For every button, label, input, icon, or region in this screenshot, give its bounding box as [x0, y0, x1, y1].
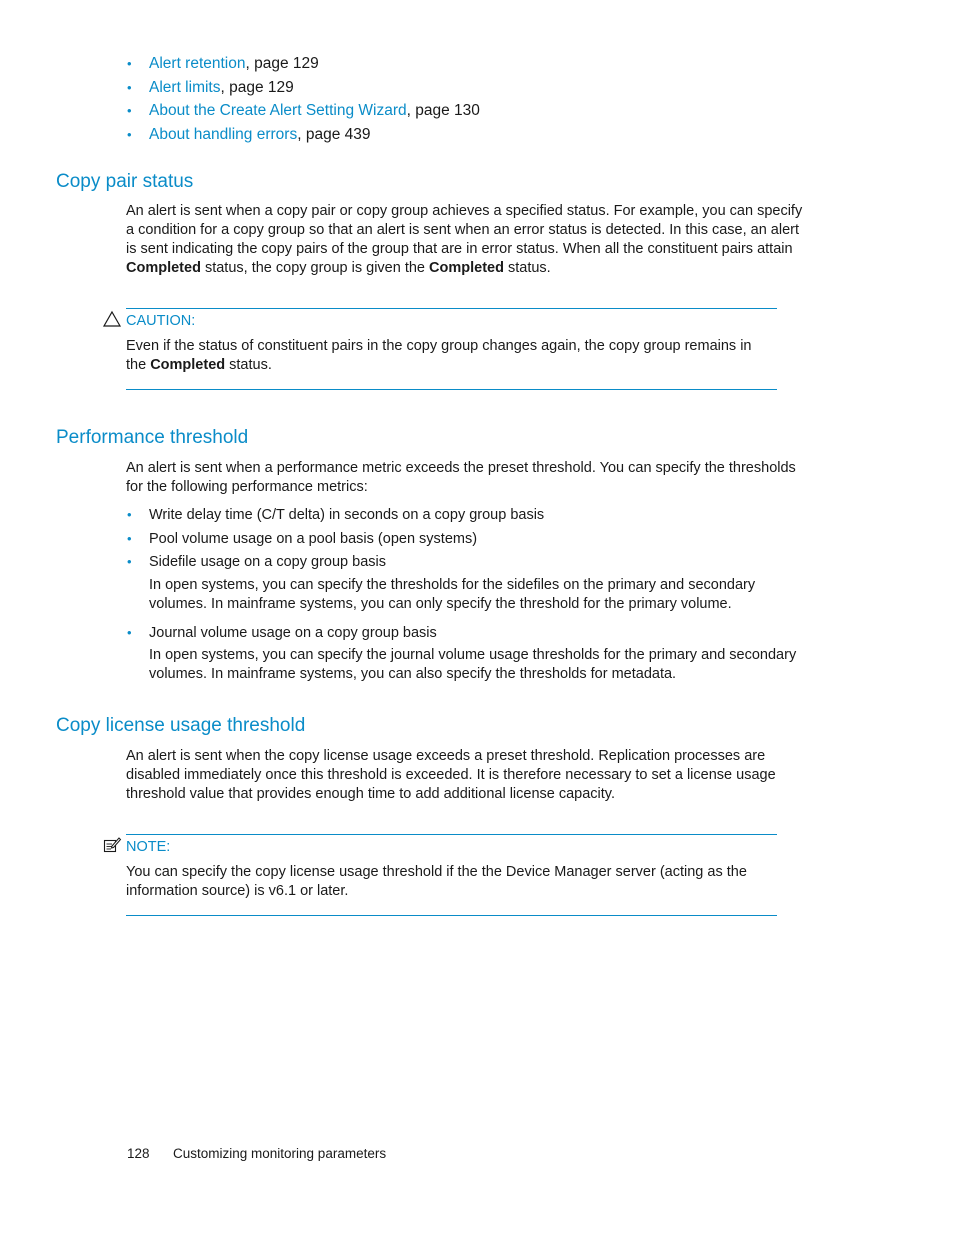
text-segment: Even if the status of constituent pairs in the copy group changes again, the copy group remains in the — [126, 338, 752, 373]
related-links-list — [127, 53, 827, 147]
text-segment: status, the copy group is given the — [200, 260, 430, 276]
bullet-icon: • — [127, 530, 132, 546]
note-label: NOTE: — [126, 839, 171, 855]
link-handling-errors[interactable]: About handling errors — [149, 125, 298, 143]
heading-copy-pair-status: Copy pair status — [56, 171, 194, 192]
related-link-item — [127, 77, 827, 101]
copy-pair-status-paragraph — [126, 202, 806, 278]
note-text: You can specify the copy license usage threshold if the the Device Manager server (acting as the information source) is v6.1 or later. — [126, 864, 747, 899]
related-link-item — [127, 124, 827, 148]
caution-triangle-icon — [102, 309, 122, 329]
footer-chapter-title: Customizing monitoring parameters — [173, 1146, 387, 1161]
bullet-icon: • — [127, 126, 132, 142]
bullet-icon: • — [127, 507, 132, 522]
bullet-icon: • — [127, 554, 132, 569]
related-link-item — [127, 100, 827, 124]
metric-journal-volume: Journal volume usage on a copy group basis — [149, 624, 437, 641]
bold-completed: Completed — [429, 260, 504, 276]
link-alert-retention[interactable]: Alert retention — [149, 55, 246, 72]
performance-threshold-intro: An alert is sent when a performance metric exceeds the preset threshold. You can specify the thresholds for the following performance metrics: — [126, 460, 796, 495]
list-item — [127, 529, 817, 553]
link-page-ref: , page 129 — [220, 78, 294, 96]
bold-completed: Completed — [126, 260, 201, 276]
list-item — [127, 505, 817, 529]
performance-metrics-list — [127, 505, 817, 693]
metric-journal-volume-detail: In open systems, you can specify the journal volume usage thresholds for the primary and secondary volumes. In mainframe systems, you can also specify the thresholds for metadata. — [149, 647, 797, 682]
bullet-icon: • — [127, 56, 132, 71]
link-create-alert-wizard[interactable]: About the Create Alert Setting Wizard — [149, 102, 407, 120]
caution-label: CAUTION: — [126, 313, 196, 329]
text-segment: An alert is sent when a copy pair or copy group achieves a specified status. For example, you can specify a condition for a copy group so that an alert is sent when an error status is detected. In this case, an alert is sent indicating the copy pairs of the group that are in error status. When all the constituent pairs attain — [126, 203, 803, 257]
bullet-icon: • — [127, 79, 132, 95]
metric-sidefile: Sidefile usage on a copy group basis — [149, 554, 386, 570]
list-item — [127, 552, 817, 614]
heading-copy-license-usage-threshold: Copy license usage threshold — [56, 715, 306, 736]
caution-callout — [126, 308, 777, 390]
related-link-item — [127, 53, 827, 77]
bullet-icon: • — [127, 103, 132, 119]
bold-completed: Completed — [150, 357, 226, 373]
note-callout — [126, 834, 777, 916]
heading-performance-threshold: Performance threshold — [56, 427, 249, 448]
text-segment: status. — [503, 260, 551, 276]
metric-write-delay: Write delay time (C/T delta) in seconds on a copy group basis — [149, 507, 545, 523]
link-page-ref: , page 130 — [406, 102, 480, 120]
link-alert-limits[interactable]: Alert limits — [149, 78, 221, 96]
metric-sidefile-detail: In open systems, you can specify the thresholds for the sidefiles on the primary and secondary volumes. In mainframe systems, you can only specify the threshold for the primary volume. — [149, 576, 756, 612]
copy-license-paragraph: An alert is sent when the copy license usage exceeds a preset threshold. Replication processes are disabled immediately once this threshold is exceeded. It is therefore necessary to set a license usage threshold value that provides enough time to add additional license capacity. — [126, 748, 776, 802]
link-page-ref: , page 129 — [245, 55, 319, 72]
page-number: 128 — [127, 1146, 150, 1161]
list-item — [127, 623, 817, 685]
link-page-ref: , page 439 — [297, 125, 371, 143]
caution-text — [126, 337, 766, 375]
text-segment: status. — [225, 357, 272, 373]
bullet-icon: • — [127, 624, 132, 640]
metric-pool-volume: Pool volume usage on a pool basis (open systems) — [149, 530, 478, 547]
note-pencil-icon — [102, 835, 122, 855]
page-footer — [127, 1144, 386, 1163]
